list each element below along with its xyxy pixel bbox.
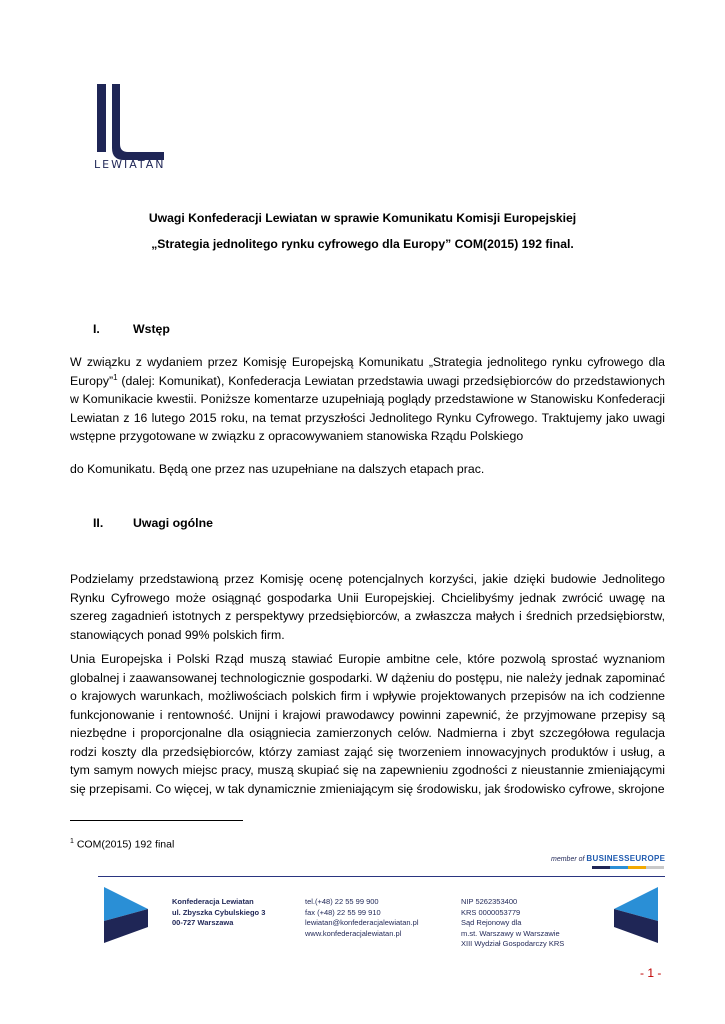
footer-court-2: m.st. Warszawy w Warszawie [461,928,560,938]
page-number: - 1 - [640,966,662,980]
section2-number: II. [93,516,104,530]
footer-left-arrow-icon [104,887,148,943]
businesseurope-logo: BUSINESSEUROPE [586,854,666,863]
footnote-divider [70,820,243,821]
footer-court-1: Sąd Rejonowy dla [461,918,522,927]
section1-paragraph [70,353,665,446]
section2-heading: Uwagi ogólne [133,516,213,530]
member-of-label [551,854,665,863]
logo-text: LEWIATAN [94,158,166,171]
document-title-line1: Uwagi Konfederacji Lewiatan w sprawie Komunikatu Komisji Europejskiej [148,211,577,225]
footnote-ref: 1 [113,372,118,382]
footer-contact [305,897,419,939]
section1-number: I. [93,322,100,336]
footer-city: 00-727 Warszawa [172,918,234,927]
section1-text-b: (dalej: Komunikat), Konfederacja Lewiatan przedstawia uwagi przedsiębiorców do przedstawionych w Komunikacie kwestii. Poniższe komentarze uzupełniają poglądy przedstawione w Stanowisku Konfederacji Lewiatan z 16 lutego 2015 roku, na temat przyszłości Jednolitego Rynku Cyfrowego. Traktujemy jako uwagi wstępne przygotowane w związku z opracowywaniem stanowiska Rządu Polskiego [70,373,665,443]
footer-court-3: XIII Wydział Gospodarczy KRS [461,939,565,948]
section1-heading: Wstęp [133,322,170,336]
footer-right-arrow-icon [614,887,658,943]
section2-paragraph1: Podzielamy przedstawioną przez Komisję ocenę potencjalnych korzyści, jakie dzięki budowie Jednolitego Rynku Cyfrowego może osiągnąć gospodarka Unii Europejskiej. Chcielibyśmy jednak zwrócić uwagę na szereg zagadnień istotnych z perspektywy przedsiębiorców, a zwłaszcza małych i średnich przedsiębiorstw, stanowiących ponad 99% polskich firm. [70,572,665,642]
footer-nip: NIP 5262353400 [461,897,518,906]
footer-phone: tel.(+48) 22 55 99 900 [305,897,379,906]
businesseurope-color-bar [592,866,664,869]
footer-fax: fax (+48) 22 55 99 910 [305,907,381,917]
footer-address [172,897,265,929]
footnote-number: 1 [70,838,74,845]
section1-text-a: W związku z wydaniem przez Komisję Europejską Komunikatu „Strategia jednolitego rynku cyfrowego dla Europy” [70,355,665,388]
section1-last-line: do Komunikatu. Będą one przez nas uzupełniane na dalszych etapach prac. [70,462,485,476]
footnote [70,838,174,851]
footnote-text: COM(2015) 192 final [73,838,175,851]
footer-registry [461,897,564,950]
member-label: member of [551,856,585,863]
footer-krs: KRS 0000053779 [461,907,521,917]
document-title-line2: „Strategia jednolitego rynku cyfrowego dla Europy” COM(2015) 192 final. [151,237,574,251]
footer-email-link[interactable]: lewiatan@konfederacjalewiatan.pl [305,918,419,927]
footer-street: ul. Zbyszka Cybulskiego 3 [172,907,266,917]
section2-paragraph2: Unia Europejska i Polski Rząd muszą stawiać Europie ambitne cele, które pozwolą sprostać wyznaniom globalnej i zaawansowanej technologicznie gospodarki. W dążeniu do postępu, nie należy jednak zapominać o krajowych warunkach, możliwościach polskich firm i wpływie projektowanych przepisów na ich codzienne funkcjonowanie i rentowność. Unijni i krajowi prawodawcy powinni zapewnić, że przyjmowane przepisy są niezbędne i proporcjonalne dla osiągniecia zamierzonych celów. Nadmierna i zbyt szczegółowa regulacja rodzi koszty dla przedsiębiorców, którzy zamiast zająć się tworzeniem innowacyjnych produktów i usług, a tym samym nowych miejsc pracy, muszą skupiać się na zapewnieniu zgodności z nieustannie zmieniającymi się przepisami. Co więcej, w tak dynamicznie zmieniającym się środowisku, jak środowisko cyfrowe, skrojone [70,652,665,796]
footer-website-link[interactable]: www.konfederacjalewiatan.pl [305,928,402,938]
footer-divider [98,876,665,877]
footer-org-name: Konfederacja Lewiatan [172,897,254,906]
